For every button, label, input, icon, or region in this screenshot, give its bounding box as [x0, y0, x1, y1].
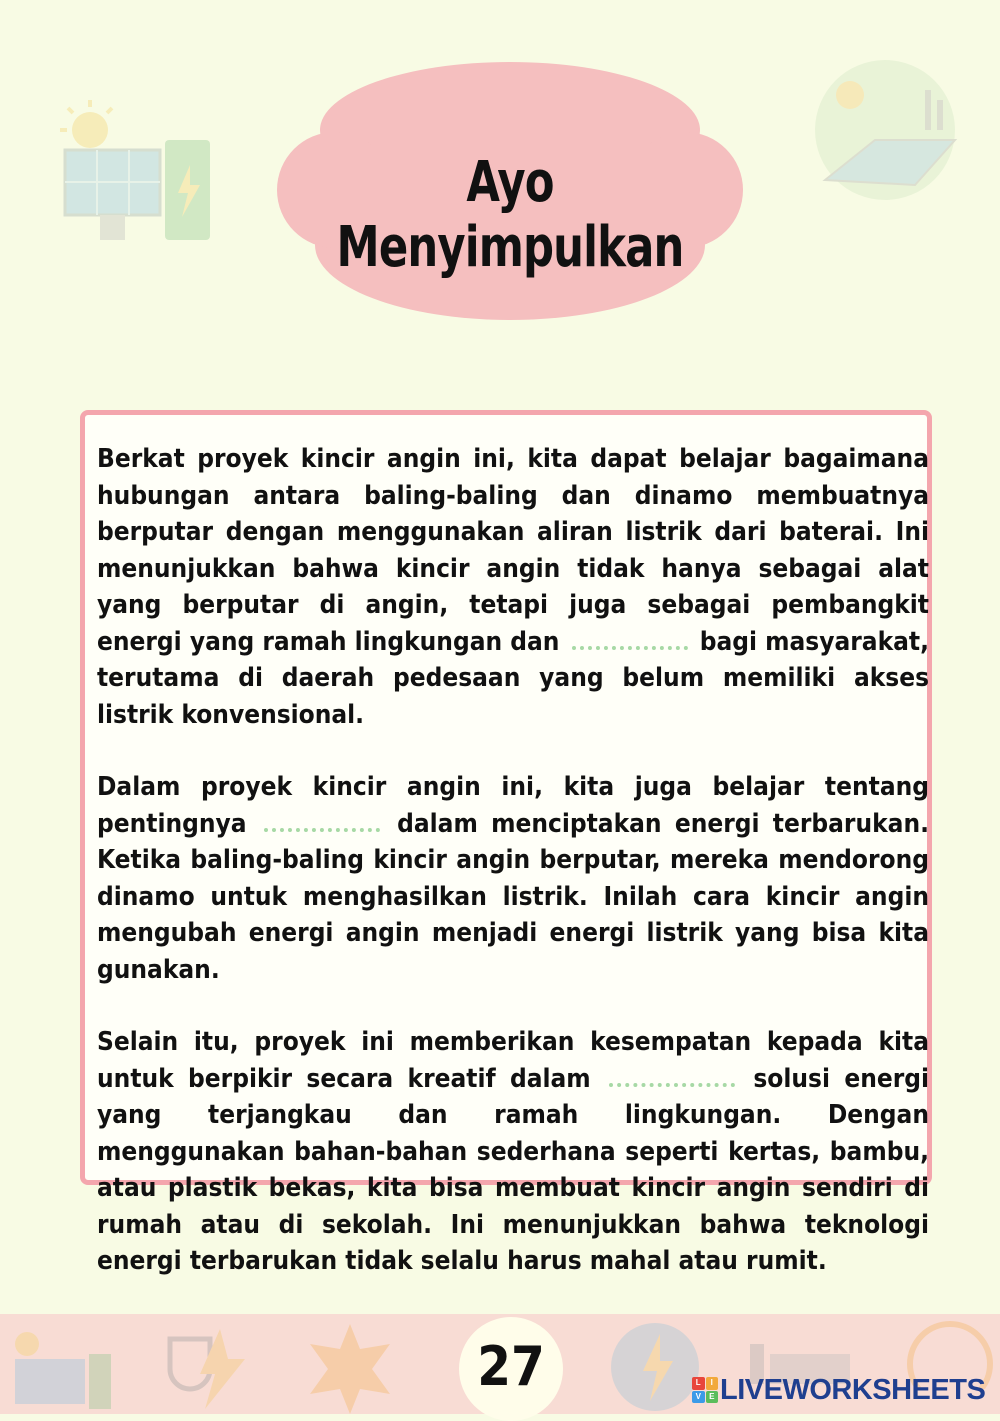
paragraph-2-text-after: dalam menciptakan energi terbarukan. Ketika baling-baling kincir angin berputar, mereka mendorong dinamo untuk menghasilkan listrik. Inilah cara kincir angin mengubah energi angin menjadi energi listrik yang bisa kita gunakan. [97, 808, 929, 985]
logo-letter-e: E [706, 1391, 719, 1404]
brand-name: LIVEWORKSHEETS [720, 1373, 986, 1406]
power-plug-icon [150, 1319, 270, 1414]
solar-panel-icon [5, 1324, 115, 1414]
logo-letter-i: I [706, 1377, 719, 1390]
conclusion-text [97, 441, 929, 1316]
page-title: Ayo Menyimpulkan [336, 150, 684, 280]
conclusion-text-box [80, 410, 932, 1276]
answer-blank-3[interactable] [609, 1063, 735, 1087]
answer-blank-2[interactable] [264, 808, 380, 832]
paragraph-3 [97, 1024, 929, 1280]
liveworksheets-brand[interactable] [692, 1370, 985, 1410]
paragraph-1 [97, 441, 929, 733]
hydro-energy-icon [605, 1319, 705, 1414]
logo-letter-l: L [692, 1377, 705, 1390]
paragraph-2 [97, 769, 929, 988]
paragraph-1-text-after: bagi masyarakat, terutama di daerah pedesaan yang belum memiliki akses listrik konvensional. [97, 626, 929, 730]
solar-farm-illustration [805, 60, 965, 200]
logo-letter-v: V [692, 1391, 705, 1404]
paragraph-3-text-after: solusi energi yang terjangkau dan ramah lingkungan. Dengan menggunakan bahan-bahan sederhana seperti kertas, bambu, atau plastik bekas, kita bisa membuat kincir angin sendiri di rumah atau di sekolah. Ini menunjukkan bahwa teknologi energi terbarukan tidak selalu harus mahal atau rumit. [97, 1063, 930, 1276]
page-number: 27 [477, 1335, 545, 1398]
paragraph-1-text-before: Berkat proyek kincir angin ini, kita dapat belajar bagaimana hubungan antara baling-baling dan dinamo membuatnya berputar dengan menggunakan aliran listrik dari baterai. Ini menunjukkan bahwa kincir angin tidak hanya sebagai alat yang berputar di angin, tetapi juga sebagai pembangkit energi yang ramah lingkungan dan [97, 444, 929, 657]
paragraph-3-text-before: Selain itu, proyek ini memberikan kesempatan kepada kita untuk berpikir secara kreatif dalam [97, 1027, 929, 1094]
paragraph-2-text-before: Dalam proyek kincir angin ini, kita juga belajar tentang pentingnya [97, 772, 929, 839]
sun-icon [300, 1324, 400, 1414]
answer-blank-1[interactable] [572, 626, 688, 650]
solar-panel-battery-illustration [50, 95, 220, 255]
liveworksheets-logo-icon [692, 1377, 718, 1403]
